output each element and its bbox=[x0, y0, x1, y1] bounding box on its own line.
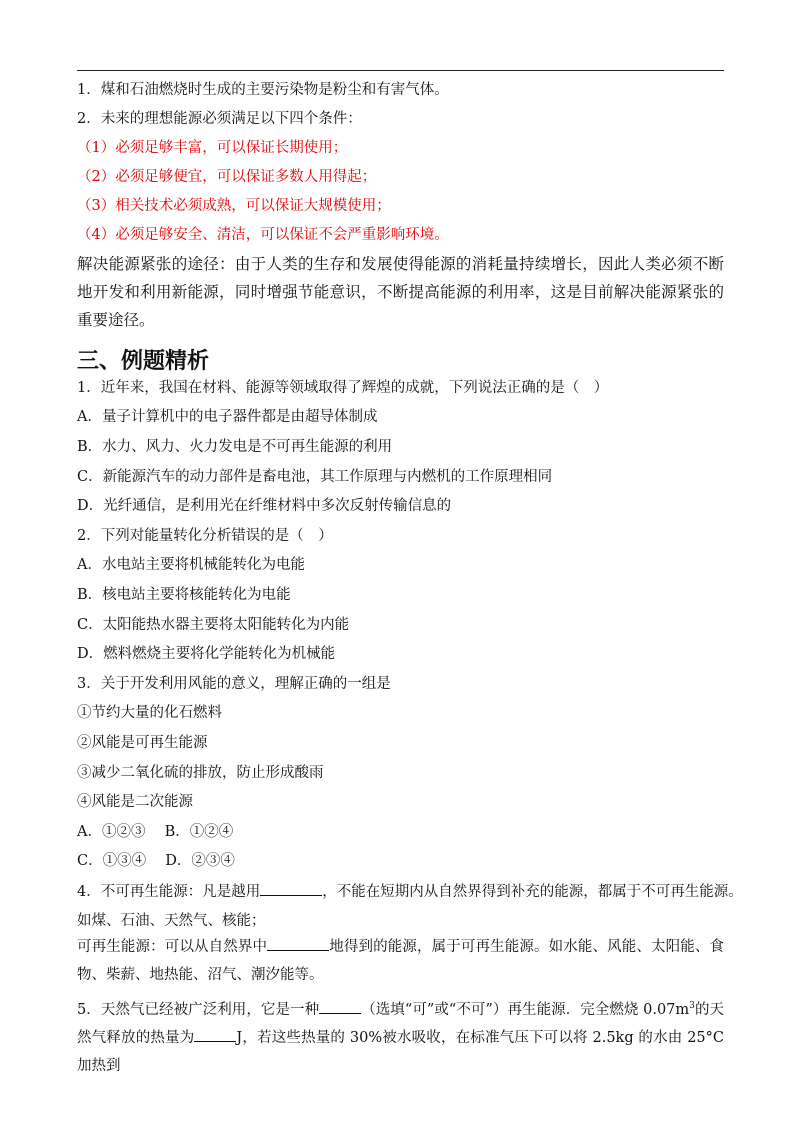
q1-option-d: D．光纤通信，是利用光在纤维材料中多次反射传输信息的 bbox=[77, 498, 452, 514]
note-2: 2．未来的理想能源必须满足以下四个条件： bbox=[77, 111, 362, 127]
q4-blank-1[interactable] bbox=[260, 881, 322, 896]
section-title: 三、例题精析 bbox=[77, 349, 210, 374]
q2-stem: 2．下列对能量转化分析错误的是（ ） bbox=[77, 528, 333, 544]
q4-text-a: 4．不可再生能源：凡是越用 bbox=[77, 884, 261, 900]
q2-option-b: B．核电站主要将核能转化为电能 bbox=[77, 587, 291, 603]
q5-text-b: （选填“可”或“不可”）再生能源．完全燃烧 0.07m bbox=[361, 1002, 690, 1018]
q4-text-b: ，不能在短期内从自然界得到补充的能源，都属于不可再生能源。 bbox=[322, 884, 743, 900]
q5-text-a: 5．天然气已经被广泛利用，它是一种 bbox=[77, 1002, 320, 1018]
q2-option-a: A．水电站主要将机械能转化为电能 bbox=[77, 557, 305, 573]
solution-paragraph: 解决能源紧张的途径：由于人类的生存和发展使得能源的消耗量持续增长，因此人类必须不断地开发和利用新能源，同时增强节能意识，不断提高能源的利用率，这是目前解决能源紧张的重要途径。 bbox=[77, 255, 724, 329]
q2-option-c: C．太阳能热水器主要将太阳能转化为内能 bbox=[77, 617, 350, 633]
q4-line-3 bbox=[77, 933, 724, 989]
q1-stem: 1．近年来，我国在材料、能源等领域取得了辉煌的成就，下列说法正确的是（ ） bbox=[77, 380, 609, 396]
q5-blank-2[interactable] bbox=[194, 1027, 236, 1042]
q3-options-cd: C．①③④ D．②③④ bbox=[77, 853, 235, 869]
note-1: 1．煤和石油燃烧时生成的主要污染物是粉尘和有害气体。 bbox=[77, 82, 449, 98]
q4-text-d: 地得到的能源，属于可再生能源。如水能、风能、太阳能、食物、柴薪、地热能、沼气、潮汐能等。 bbox=[77, 939, 724, 983]
q3-options-ab: A．①②③ B．①②④ bbox=[77, 824, 234, 840]
q3-item-3: ③减少二氧化硫的排放，防止形成酸雨 bbox=[77, 765, 324, 781]
condition-1: （1）必须足够丰富，可以保证长期使用； bbox=[77, 140, 348, 156]
q3-item-4: ④风能是二次能源 bbox=[77, 794, 193, 810]
q3-stem: 3．关于开发利用风能的意义，理解正确的一组是 bbox=[77, 676, 391, 692]
q3-item-1: ①节约大量的化石燃料 bbox=[77, 705, 222, 721]
condition-3: （3）相关技术必须成熟，可以保证大规模使用； bbox=[77, 198, 391, 214]
q1-option-b: B．水力、风力、火力发电是不可再生能源的利用 bbox=[77, 439, 393, 455]
q5-text-d: J，若这些热量的 30%被水吸收，在标准气压下可以将 2.5kg 的水由 25°C加热到 bbox=[77, 1030, 724, 1074]
q4-line-2: 如煤、石油、天然气、核能； bbox=[77, 913, 266, 929]
q5-superscript: 3 bbox=[689, 1001, 695, 1012]
header-rule bbox=[77, 70, 724, 71]
q1-option-c: C．新能源汽车的动力部件是畜电池，其工作原理与内燃机的工作原理相同 bbox=[77, 469, 553, 485]
q5-text-c: 的天然气释放的热量为 bbox=[77, 1002, 725, 1046]
q4-text-c: 可再生能源：可以从自然界中 bbox=[77, 939, 268, 955]
q1-option-a: A．量子计算机中的电子器件都是由超导体制成 bbox=[77, 409, 378, 425]
q5-paragraph bbox=[77, 996, 724, 1080]
q3-item-2: ②风能是可再生能源 bbox=[77, 735, 208, 751]
condition-4: （4）必须足够安全、清洁，可以保证不会严重影响环境。 bbox=[77, 227, 449, 243]
q5-blank-1[interactable] bbox=[319, 999, 361, 1014]
q4-blank-2[interactable] bbox=[267, 936, 329, 951]
condition-2: （2）必须足够便宜，可以保证多数人用得起； bbox=[77, 169, 377, 185]
q4-line-1 bbox=[77, 881, 743, 902]
q2-option-d: D．燃料燃烧主要将化学能转化为机械能 bbox=[77, 646, 336, 662]
